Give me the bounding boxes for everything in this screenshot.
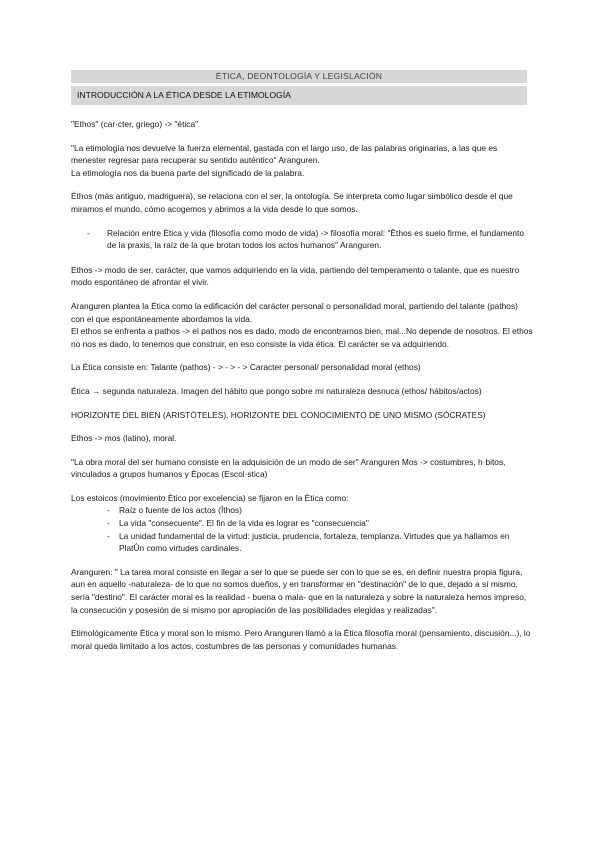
- paragraph-ethos-antiguo: Éthos (más antiguo, madriguera), se relaciona con el ser, la ontología. Se interpreta como lugar simbólico desde el que miramos el mundo, cómo acogemos y abrimos a la vida desde lo que somos.: [71, 191, 513, 214]
- paragraph-tarea-moral: Aranguren: " La tarea moral consiste en llegar a ser lo que se puede ser con lo que se es, en definir nuestra propia figura, aun en aquello -naturaleza- de lo que no somos dueños, y en transformar en "destinación" de lo que, dejado a sí mismo, sería "destino". El carácter moral es la realidad - buena o mala- que en la naturaleza y sobre la naturaleza hemos impreso, la consecución y posesión de si mismo por apropiación de las posibilidades elegidas y realizadas".: [71, 566, 527, 615]
- paragraph-etica-consiste: La Ética consiste en: Talante (pathos) - > - > - > Caracter personal/ personalidad moral (ethos): [71, 362, 421, 373]
- paragraph-estoicos: Los estoicos (movimiento Ètico por excelencia) se fijaron en la Ètica como:: [71, 492, 349, 503]
- list-item: [71, 530, 533, 555]
- bullet-dash: -: [87, 227, 90, 238]
- paragraph-segunda-naturaleza: Ética → segunda naturaleza. Imagen del hábito que pongo sobre mi naturaleza desnuca (ethos/ hábitos/actos): [71, 385, 482, 396]
- section-heading: INTRODUCCIÓN A LA ÉTICA DESDE LA ETIMOLOGÍA: [71, 86, 527, 105]
- list-item-text: La unidad fundamental de la virtud: justicia, prudencia, fortaleza, templanza. Virtudes que ya hallamos en PlatÛn como virtudes cardinales.: [119, 530, 510, 554]
- paragraph-etimologia: La etimología nos da buena parte del significado de la palabra.: [71, 167, 305, 178]
- document-title: ÉTICA, DEONTOLOGÍA Y LEGISLACIÓN: [71, 70, 527, 83]
- bullet-dash: -: [107, 518, 110, 529]
- paragraph-aranguren-edificacion: Aranguren plantea la Ética como la edificación del carácter personal o personalidad moral, partiendo del talante (pathos) con el que espontáneamente abordamos la vida.: [71, 300, 518, 324]
- list-item: [71, 227, 533, 252]
- estoicos-list: [71, 504, 533, 554]
- list-item-text: Raíz o fuente de los actos (Îthos): [119, 505, 242, 516]
- paragraph-modo-de-ser: Ethos -> modo de ser, carácter, que vamos adquiriendo en la vida, partiendo del temperamento o talante, que es nuestro modo espontáneo de afrontar el vivir.: [71, 264, 520, 288]
- bullet-dash: -: [107, 530, 110, 541]
- list-item-text: La vida "consecuente". El fin de la vida es lograr es "consecuencia": [119, 518, 369, 529]
- paragraph-etica-moral: Etimológicamente Ètica y moral son lo mismo. Pero Aranguren llamó a la Ètica filosofía moral (pensamiento, discusión...), lo moral queda limitado a los actos, costumbres de las personas y comunidades humanas.: [71, 628, 531, 651]
- list-item-text: Relación entre Ètica y vida (filosofía como modo de vida) -> filosofía moral: "Êthos es suelo firme, el fundamento de la praxis, la raíz de la que brotan todos los actos humanos" Aranguren.: [107, 227, 525, 251]
- paragraph-horizonte: HORIZONTE DEL BIEN (ARISTÓTELES). HORIZONTE DEL CONOCIMIENTO DE UNO MISMO (SÓCRATES): [71, 409, 486, 420]
- paragraph-ethos-pathos: El ethos se enfrenta a pathos -> el pathos nos es dado, modo de encontrarnos bien, mal...No depende de nosotros. El ethos no nos es dado, lo tenemos que construir, en eso consiste la vida ética. El carácter se va adquiriendo.: [71, 326, 533, 349]
- paragraph-etimologia-quote: "La etimología nos devuelve la fuerza elemental, gastada con el largo uso, de las palabras originarias, a las que es menester regresar para recuperar su sentido auténtico" Aranguren.: [71, 142, 498, 166]
- paragraph-ethos: "Ethos" (car·cter, griego) -> "ética": [71, 119, 199, 129]
- list-item: [71, 504, 533, 517]
- bullet-dash: -: [107, 505, 110, 516]
- document-body: [71, 118, 533, 663]
- paragraph-obra-moral: "La obra moral del ser humano consiste en la adquisición de un modo de ser" Aranguren Mos -> costumbres, h·bitos, vinculados a grupos humanos y Èpocas (Escol·stica): [71, 456, 506, 480]
- paragraph-mos: Ethos -> mos (latino), moral.: [71, 433, 177, 444]
- list-item: [71, 517, 533, 530]
